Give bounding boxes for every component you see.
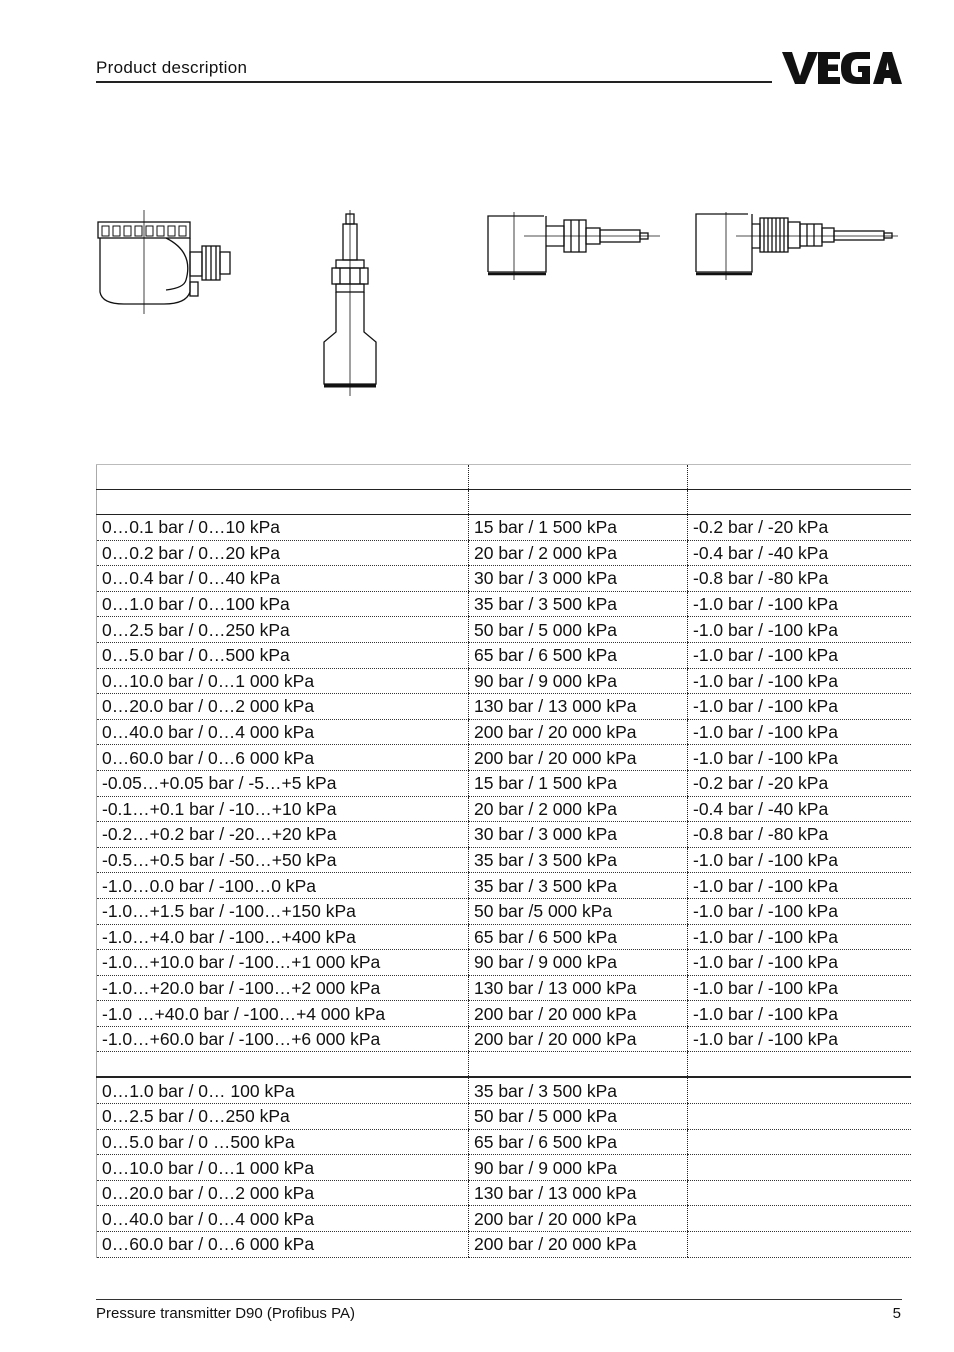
table-cell: 50 bar / 5 000 kPa (469, 1104, 688, 1130)
table-cell: 0…1.0 bar / 0… 100 kPa (97, 1077, 469, 1103)
table-row (97, 566, 912, 592)
table-cell: -1.0 bar / -100 kPa (688, 847, 912, 873)
table-cell: -1.0 bar / -100 kPa (688, 745, 912, 771)
table-row (97, 719, 912, 745)
table-cell (688, 1129, 912, 1155)
table-cell: 20 bar / 2 000 kPa (469, 796, 688, 822)
table-cell: -1.0 bar / -100 kPa (688, 617, 912, 643)
table-cell: 50 bar /5 000 kPa (469, 898, 688, 924)
pressure-range-table (96, 464, 911, 1258)
table-blank-row (97, 490, 912, 515)
table-cell: 35 bar / 3 500 kPa (469, 873, 688, 899)
table-cell: 130 bar / 13 000 kPa (469, 975, 688, 1001)
table-cell: -0.4 bar / -40 kPa (688, 540, 912, 566)
table-cell: 0…2.5 bar / 0…250 kPa (97, 617, 469, 643)
table-cell: 130 bar / 13 000 kPa (469, 1180, 688, 1206)
table-cell (469, 1052, 688, 1078)
table-row (97, 1026, 912, 1052)
table-cell: 0…5.0 bar / 0 …500 kPa (97, 1129, 469, 1155)
table-cell: -0.8 bar / -80 kPa (688, 566, 912, 592)
table-cell: 200 bar / 20 000 kPa (469, 1026, 688, 1052)
table-cell: -0.2 bar / -20 kPa (688, 515, 912, 541)
table-cell: 15 bar / 1 500 kPa (469, 770, 688, 796)
table-cell: 35 bar / 3 500 kPa (469, 591, 688, 617)
rod-probe-drawing (318, 208, 388, 398)
page-section-title: Product description (96, 58, 248, 77)
table-cell (688, 1077, 912, 1103)
table-cell: 0…1.0 bar / 0…100 kPa (97, 591, 469, 617)
table-cell (688, 465, 912, 490)
table-cell: -1.0 bar / -100 kPa (688, 898, 912, 924)
table-row (97, 873, 912, 899)
table-cell: 90 bar / 9 000 kPa (469, 668, 688, 694)
table-cell: -1.0…+20.0 bar / -100…+2 000 kPa (97, 975, 469, 1001)
table-cell: 65 bar / 6 500 kPa (469, 924, 688, 950)
table-cell: -0.2 bar / -20 kPa (688, 770, 912, 796)
table-cell: 200 bar / 20 000 kPa (469, 745, 688, 771)
table-cell (688, 1052, 912, 1078)
table-cell: -1.0 bar / -100 kPa (688, 668, 912, 694)
table-row (97, 515, 912, 541)
table-cell: 0…5.0 bar / 0…500 kPa (97, 642, 469, 668)
table-cell: -1.0 bar / -100 kPa (688, 694, 912, 720)
table-row (97, 822, 912, 848)
table-cell: 30 bar / 3 000 kPa (469, 822, 688, 848)
footer-rule (96, 1299, 902, 1300)
table-cell: 0…10.0 bar / 0…1 000 kPa (97, 668, 469, 694)
table-row (97, 924, 912, 950)
table-cell (97, 490, 469, 515)
table-cell: 0…60.0 bar / 0…6 000 kPa (97, 1232, 469, 1258)
table-cell: 200 bar / 20 000 kPa (469, 1206, 688, 1232)
table-row (97, 1180, 912, 1206)
table-cell: -0.2…+0.2 bar / -20…+20 kPa (97, 822, 469, 848)
table-blank-row (97, 1052, 912, 1078)
table-row (97, 591, 912, 617)
footer-document-title: Pressure transmitter D90 (Profibus PA) (96, 1305, 355, 1322)
table-cell (688, 1232, 912, 1258)
table-cell: 0…10.0 bar / 0…1 000 kPa (97, 1155, 469, 1181)
table-cell (688, 1206, 912, 1232)
table-row (97, 745, 912, 771)
table-cell: -1.0…+10.0 bar / -100…+1 000 kPa (97, 950, 469, 976)
table-cell: 0…20.0 bar / 0…2 000 kPa (97, 1180, 469, 1206)
table-cell: 0…40.0 bar / 0…4 000 kPa (97, 1206, 469, 1232)
table-row (97, 975, 912, 1001)
table-cell: 200 bar / 20 000 kPa (469, 1232, 688, 1258)
table-cell: 0…60.0 bar / 0…6 000 kPa (97, 745, 469, 771)
table-cell (469, 490, 688, 515)
table-cell: 200 bar / 20 000 kPa (469, 719, 688, 745)
table-cell: -1.0…+4.0 bar / -100…+400 kPa (97, 924, 469, 950)
table-cell (688, 1180, 912, 1206)
vega-logo (782, 50, 902, 86)
table-cell: 0…0.1 bar / 0…10 kPa (97, 515, 469, 541)
table-cell (97, 1052, 469, 1078)
table-cell: -1.0 bar / -100 kPa (688, 924, 912, 950)
table-cell: 130 bar / 13 000 kPa (469, 694, 688, 720)
table-row (97, 898, 912, 924)
table-cell: -1.0 bar / -100 kPa (688, 950, 912, 976)
table-cell: 35 bar / 3 500 kPa (469, 847, 688, 873)
table-cell: 0…0.4 bar / 0…40 kPa (97, 566, 469, 592)
table-row (97, 694, 912, 720)
table-blank-row (97, 465, 912, 490)
table-row (97, 1155, 912, 1181)
table-cell: -1.0 bar / -100 kPa (688, 1026, 912, 1052)
table-cell: -1.0 …+40.0 bar / -100…+4 000 kPa (97, 1001, 469, 1027)
table-row (97, 770, 912, 796)
plug-connector-drawing (484, 208, 664, 283)
housing-drawing (94, 208, 254, 318)
table-row (97, 1001, 912, 1027)
table-cell: 0…0.2 bar / 0…20 kPa (97, 540, 469, 566)
table-cell: -1.0 bar / -100 kPa (688, 975, 912, 1001)
table-row (97, 1104, 912, 1130)
table-cell: 50 bar / 5 000 kPa (469, 617, 688, 643)
page-number: 5 (892, 1305, 901, 1322)
table-cell: 35 bar / 3 500 kPa (469, 1077, 688, 1103)
table-cell: -0.8 bar / -80 kPa (688, 822, 912, 848)
plug-connector-long-drawing (692, 208, 902, 283)
table-cell: 200 bar / 20 000 kPa (469, 1001, 688, 1027)
table-cell: 15 bar / 1 500 kPa (469, 515, 688, 541)
table-row (97, 1129, 912, 1155)
table-row (97, 540, 912, 566)
table-cell: 0…2.5 bar / 0…250 kPa (97, 1104, 469, 1130)
table-cell (469, 465, 688, 490)
table-cell: -0.5…+0.5 bar / -50…+50 kPa (97, 847, 469, 873)
table-row (97, 796, 912, 822)
table-row (97, 1077, 912, 1103)
table-cell: 90 bar / 9 000 kPa (469, 950, 688, 976)
table-cell: -0.4 bar / -40 kPa (688, 796, 912, 822)
table-cell: -1.0 bar / -100 kPa (688, 642, 912, 668)
table-cell: 65 bar / 6 500 kPa (469, 1129, 688, 1155)
table-row (97, 1206, 912, 1232)
table-cell (688, 490, 912, 515)
table-cell: -1.0 bar / -100 kPa (688, 591, 912, 617)
table-cell: -1.0 bar / -100 kPa (688, 1001, 912, 1027)
table-cell: -1.0 bar / -100 kPa (688, 719, 912, 745)
table-row (97, 668, 912, 694)
table-cell: 0…40.0 bar / 0…4 000 kPa (97, 719, 469, 745)
table-row (97, 847, 912, 873)
table-cell: 20 bar / 2 000 kPa (469, 540, 688, 566)
table-row (97, 642, 912, 668)
table-cell (688, 1104, 912, 1130)
table-cell: -0.1…+0.1 bar / -10…+10 kPa (97, 796, 469, 822)
table-cell (688, 1155, 912, 1181)
table-row (97, 950, 912, 976)
table-cell: -1.0…+60.0 bar / -100…+6 000 kPa (97, 1026, 469, 1052)
table-cell: 65 bar / 6 500 kPa (469, 642, 688, 668)
table-cell: -0.05…+0.05 bar / -5…+5 kPa (97, 770, 469, 796)
table-row (97, 1232, 912, 1258)
table-cell (97, 465, 469, 490)
table-cell: 90 bar / 9 000 kPa (469, 1155, 688, 1181)
table-cell: -1.0…+1.5 bar / -100…+150 kPa (97, 898, 469, 924)
table-row (97, 617, 912, 643)
table-cell: -1.0 bar / -100 kPa (688, 873, 912, 899)
table-cell: 30 bar / 3 000 kPa (469, 566, 688, 592)
table-cell: -1.0…0.0 bar / -100…0 kPa (97, 873, 469, 899)
table-cell: 0…20.0 bar / 0…2 000 kPa (97, 694, 469, 720)
header-rule (96, 81, 772, 83)
